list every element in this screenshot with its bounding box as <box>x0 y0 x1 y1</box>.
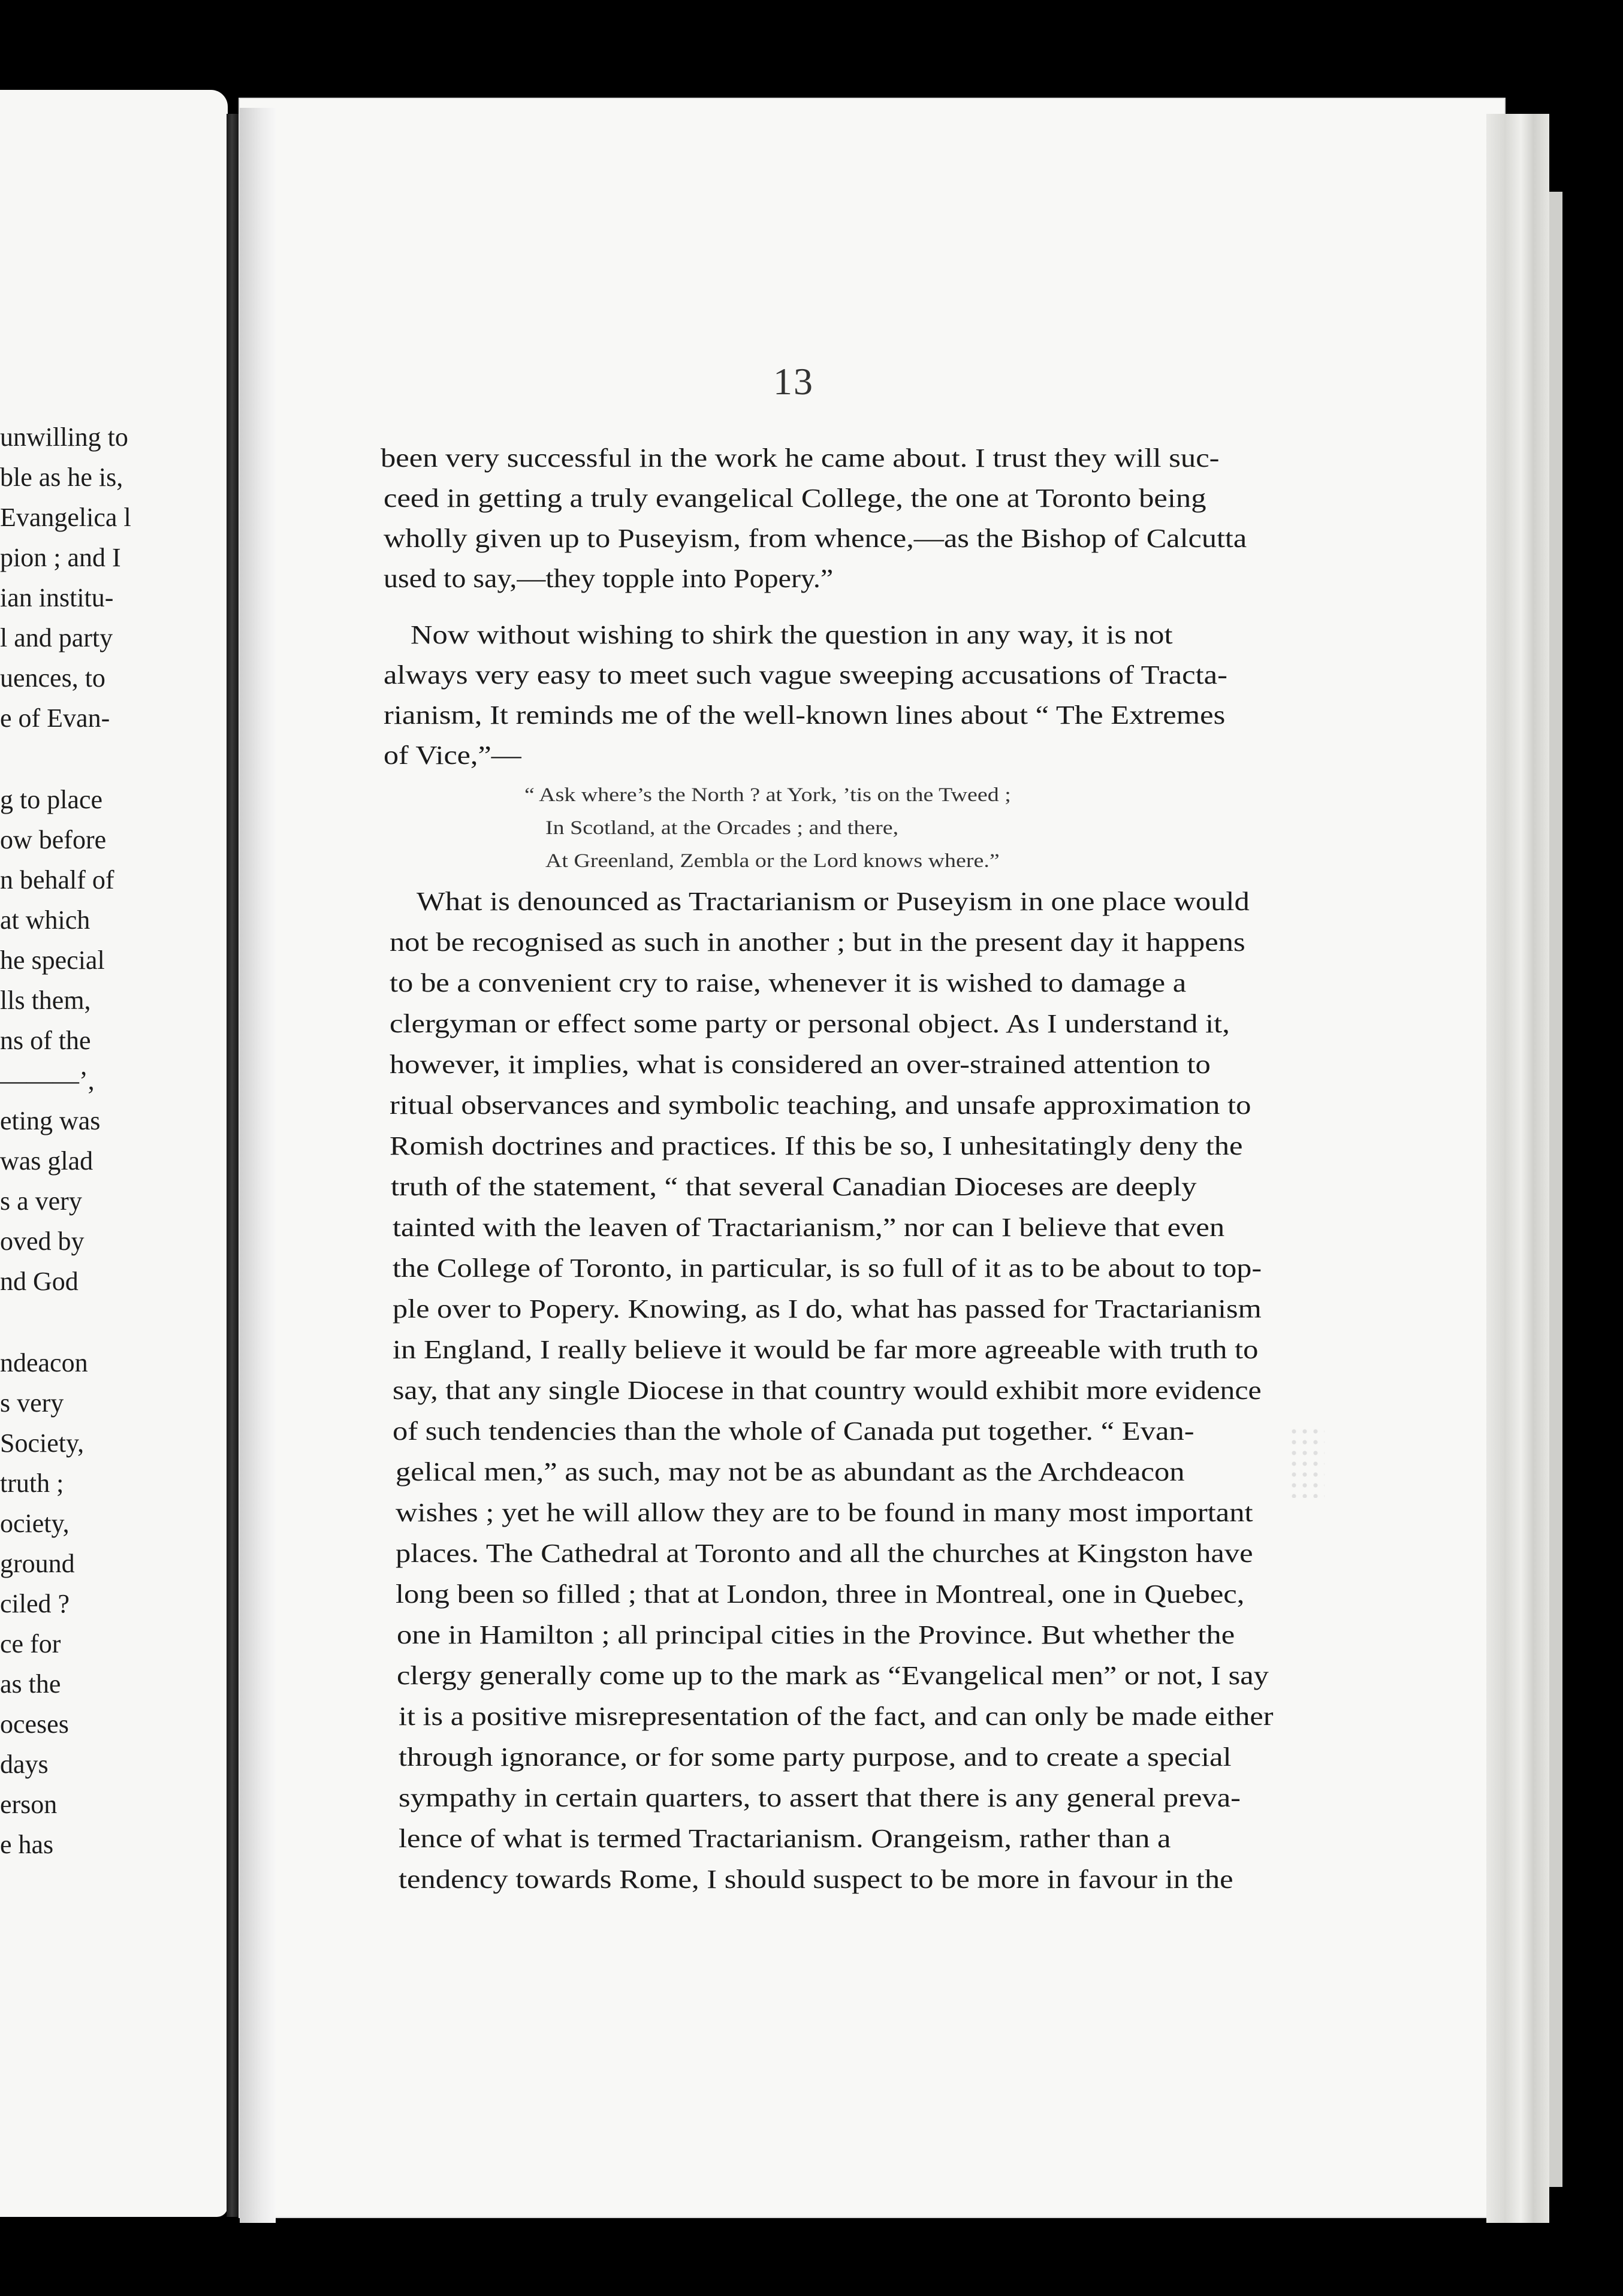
left-page-line: ow before <box>0 825 107 854</box>
text-line: truth of the statement, “ that several Canadian Dioceses are deeply <box>391 1172 1197 1201</box>
text-line: clergyman or effect some party or personal object. As I understand it, <box>390 1009 1230 1038</box>
left-page-line: uences, to <box>0 663 105 693</box>
text-line: been very successful in the work he came about. I trust they will suc- <box>381 443 1220 473</box>
left-page-line: he special <box>0 945 105 975</box>
text-line: wishes ; yet he will allow they are to be found in many most important <box>396 1498 1253 1527</box>
left-page-line: oceses <box>0 1709 69 1739</box>
book-gutter <box>227 114 240 2217</box>
left-page-line: unwilling to <box>0 422 128 452</box>
left-page-line: s very <box>0 1388 64 1418</box>
text-line: clergy generally come up to the mark as “Evangelical men” or not, I say <box>397 1661 1269 1690</box>
left-page-line: ce for <box>0 1629 61 1658</box>
left-page-line: g to place <box>0 785 103 814</box>
text-line: long been so filled ; that at London, three in Montreal, one in Quebec, <box>396 1579 1245 1609</box>
text-line: it is a positive misrepresentation of the fact, and can only be made either <box>399 1702 1274 1731</box>
page-edges-outer <box>1549 192 1562 2187</box>
text-line: tendency towards Rome, I should suspect to be more in favour in the <box>399 1865 1233 1894</box>
left-page-line: ———’, <box>0 1066 95 1095</box>
page-number: 13 <box>773 360 814 403</box>
left-page-line: ble as he is, <box>0 463 123 492</box>
left-page-line: n behalf of <box>0 865 114 895</box>
left-page-line: pion ; and I <box>0 543 121 572</box>
left-page-line: s a very <box>0 1186 82 1216</box>
verse-line: In Scotland, at the Orcades ; and there, <box>545 817 899 839</box>
text-line: used to say,—they topple into Popery.” <box>384 564 834 593</box>
text-line: ritual observances and symbolic teaching, and unsafe approximation to <box>390 1090 1251 1120</box>
left-page-line: ociety, <box>0 1509 70 1538</box>
text-line: Now without wishing to shirk the question in any way, it is not <box>411 620 1173 649</box>
left-page-line: e has <box>0 1830 54 1859</box>
left-page-line: days <box>0 1750 49 1779</box>
text-line: places. The Cathedral at Toronto and all the churches at Kingston have <box>396 1539 1253 1568</box>
left-page-line: ndeacon <box>0 1348 88 1377</box>
scan-border <box>0 2229 1623 2296</box>
text-line: sympathy in certain quarters, to assert that there is any general preva- <box>399 1783 1241 1812</box>
verse-line: At Greenland, Zembla or the Lord knows where.” <box>545 850 1000 872</box>
left-page-line: oved by <box>0 1226 85 1256</box>
page-edges <box>1486 114 1549 2223</box>
verse-line: “ Ask where’s the North ? at York, ’tis on the Tweed ; <box>524 784 1011 806</box>
left-page-line: lls them, <box>0 986 91 1015</box>
left-page-line: ns of the <box>0 1026 91 1055</box>
text-line: of Vice,”— <box>384 741 521 770</box>
left-page-line: Society, <box>0 1428 85 1458</box>
text-line: wholly given up to Puseyism, from whence,—as the Bishop of Calcutta <box>384 524 1247 553</box>
left-page-line: was glad <box>0 1146 93 1176</box>
left-page-line: at which <box>0 905 90 935</box>
text-line: tainted with the leaven of Tractarianism,” nor can I believe that even <box>393 1213 1225 1242</box>
text-line: of such tendencies than the whole of Canada put together. “ Evan- <box>393 1416 1194 1446</box>
text-line: rianism, It reminds me of the well-known lines about “ The Extremes <box>384 700 1226 730</box>
text-line: to be a convenient cry to raise, whenever it is wished to damage a <box>390 968 1187 998</box>
text-line: the College of Toronto, in particular, is so full of it as to be about to top- <box>393 1253 1262 1283</box>
text-line: gelical men,” as such, may not be as abundant as the Archdeacon <box>396 1457 1185 1487</box>
left-page-line: e of Evan- <box>0 703 110 733</box>
text-line: ceed in getting a truly evangelical College, the one at Toronto being <box>384 484 1206 513</box>
text-line: What is denounced as Tractarianism or Puseyism in one place would <box>417 887 1250 916</box>
left-page-line: eting was <box>0 1106 101 1135</box>
paper-specks <box>1289 1426 1325 1498</box>
left-page-line: nd God <box>0 1267 79 1296</box>
text-line: however, it implies, what is considered an over-strained attention to <box>390 1050 1211 1079</box>
text-line: ple over to Popery. Knowing, as I do, what has passed for Tractarianism <box>393 1294 1262 1324</box>
text-line: not be recognised as such in another ; but in the present day it happens <box>390 928 1245 957</box>
text-line: lence of what is termed Tractarianism. Orangeism, rather than a <box>399 1824 1171 1853</box>
left-page-line: ground <box>0 1549 75 1578</box>
left-page-line: truth ; <box>0 1469 64 1498</box>
text-line: say, that any single Diocese in that country would exhibit more evidence <box>393 1376 1262 1405</box>
text-line: in England, I really believe it would be far more agreeable with truth to <box>393 1335 1259 1364</box>
left-page-fragment <box>0 90 228 2217</box>
text-line: Romish doctrines and practices. If this be so, I unhesitatingly deny the <box>390 1131 1243 1161</box>
gutter-shadow <box>240 108 276 2223</box>
text-line: one in Hamilton ; all principal cities in the Province. But whether the <box>397 1620 1235 1650</box>
left-page-line: ian institu- <box>0 583 114 612</box>
left-page-line: Evangelica l <box>0 503 131 532</box>
left-page-line: erson <box>0 1790 58 1819</box>
left-page-line: ciled ? <box>0 1589 70 1618</box>
text-line: always very easy to meet such vague sweeping accusations of Tracta- <box>384 660 1227 690</box>
text-line: through ignorance, or for some party purpose, and to create a special <box>399 1742 1232 1772</box>
left-page-line: as the <box>0 1669 61 1699</box>
left-page-line: l and party <box>0 623 113 652</box>
